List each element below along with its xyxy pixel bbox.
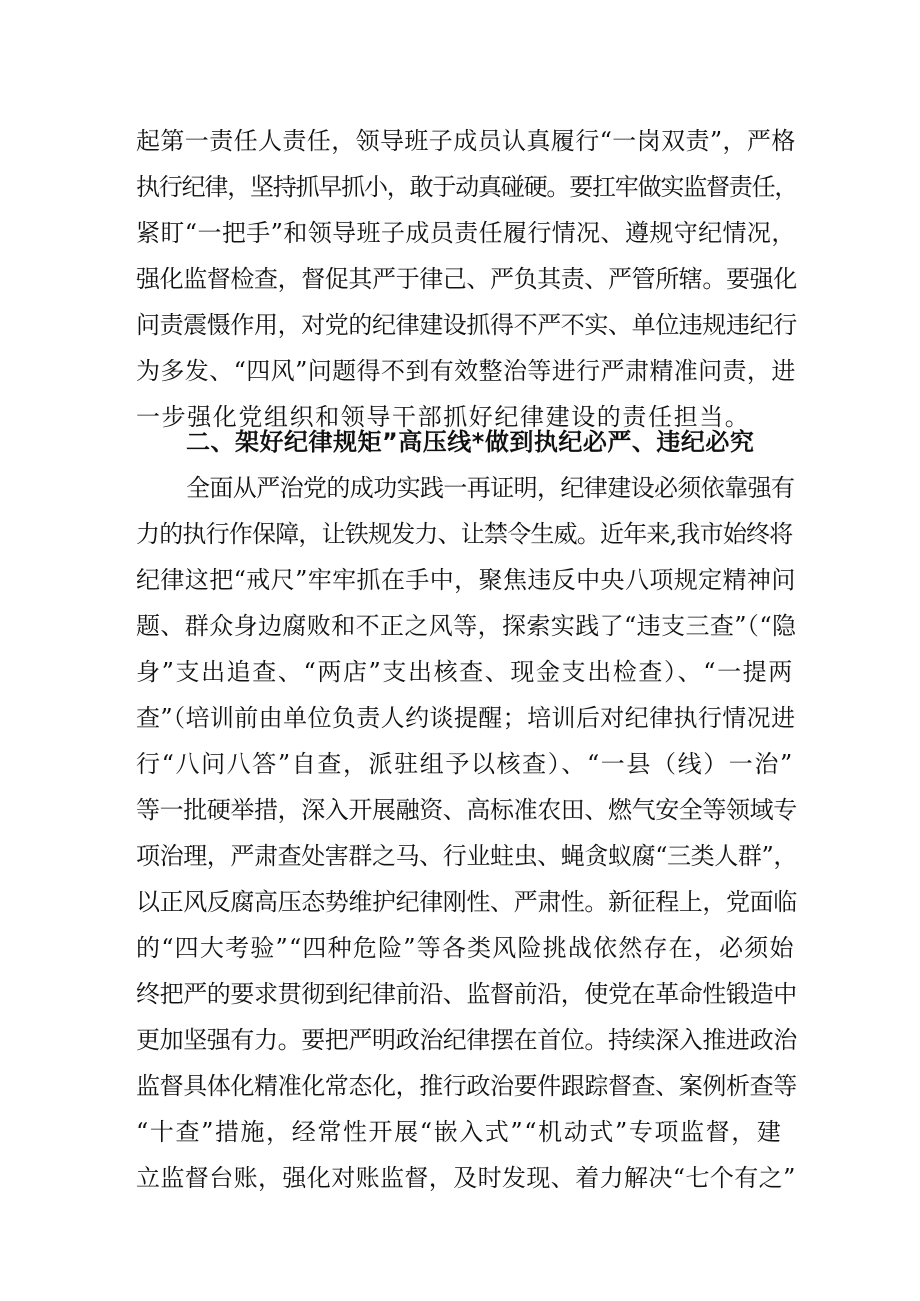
text-line: 纪律这把“戒尺”牢牢抓在手中，聚焦违反中央八项规定精神问: [136, 566, 796, 594]
text-line: 的“四大考验”“四种危险”等各类风险挑战依然存在，必须始: [136, 934, 795, 962]
text-line: 更加坚强有力。要把严明政治纪律摆在首位。持续深入推进政治: [136, 1026, 797, 1054]
text-line: 立监督台账，强化对账监督，及时发现、着力解决“七个有之”: [136, 1164, 796, 1192]
text-line: 以正风反腐高压态势维护纪律刚性、严肃性。新征程上，党面临: [136, 888, 797, 916]
text-line: 强化监督检查，督促其严于律己、严负其责、严管所辖。要强化: [136, 265, 797, 293]
text-line: 一步强化党组织和领导干部抓好纪律建设的责任担当。: [136, 403, 751, 431]
text-line: 项治理，严肃查处害群之马、行业蛀虫、蝇贪蚁腐“三类人群”，: [136, 842, 797, 870]
text-line: 监督具体化精准化常态化，推行政治要件跟踪督查、案例析查等: [136, 1072, 797, 1100]
text-line: 身”支出追查、“两店”支出核查、现金支出检查）、“一提两: [136, 658, 794, 686]
text-line: 查”（培训前由单位负责人约谈提醒；培训后对纪律执行情况进: [136, 704, 796, 732]
text-line: 等一批硬举措，深入开展融资、高标准农田、燃气安全等领域专: [136, 796, 797, 824]
text-line: 题、群众身边腐败和不正之风等，探索实践了“违支三查”（“隐: [136, 612, 797, 640]
text-line: “十查”措施，经常性开展“嵌入式”“机动式”专项监督，建: [136, 1118, 783, 1146]
text-line: 行“八问八答”自查，派驻组予以核查）、“一县（线）一治”: [136, 750, 794, 778]
paragraph-2: [136, 465, 796, 1201]
text-line: 为多发、“四风”问题得不到有效整治等进行严肃精准问责，进: [136, 357, 796, 385]
text-line: 起第一责任人责任，领导班子成员认真履行“一岗双责”，严格: [136, 127, 796, 155]
paragraph-1: [136, 118, 796, 440]
text-line: 紧盯“一把手”和领导班子成员责任履行情况、遵规守纪情况，: [136, 219, 796, 247]
text-line: 力的执行作保障，让铁规发力、让禁令生威。近年来,我市始终将: [136, 520, 793, 548]
text-line: 全面从严治党的成功实践一再证明，纪律建设必须依靠强有: [186, 474, 795, 502]
section-heading: 二、架好纪律规矩”高压线*做到执纪必严、违纪必究: [186, 428, 755, 456]
text-line: 执行纪律，坚持抓早抓小，敢于动真碰硬。要扛牢做实监督责任，: [136, 173, 798, 201]
text-line: 问责震慑作用，对党的纪律建设抓得不严不实、单位违规违纪行: [136, 311, 797, 339]
text-line: 终把严的要求贯彻到纪律前沿、监督前沿，使党在革命性锻造中: [136, 980, 797, 1008]
